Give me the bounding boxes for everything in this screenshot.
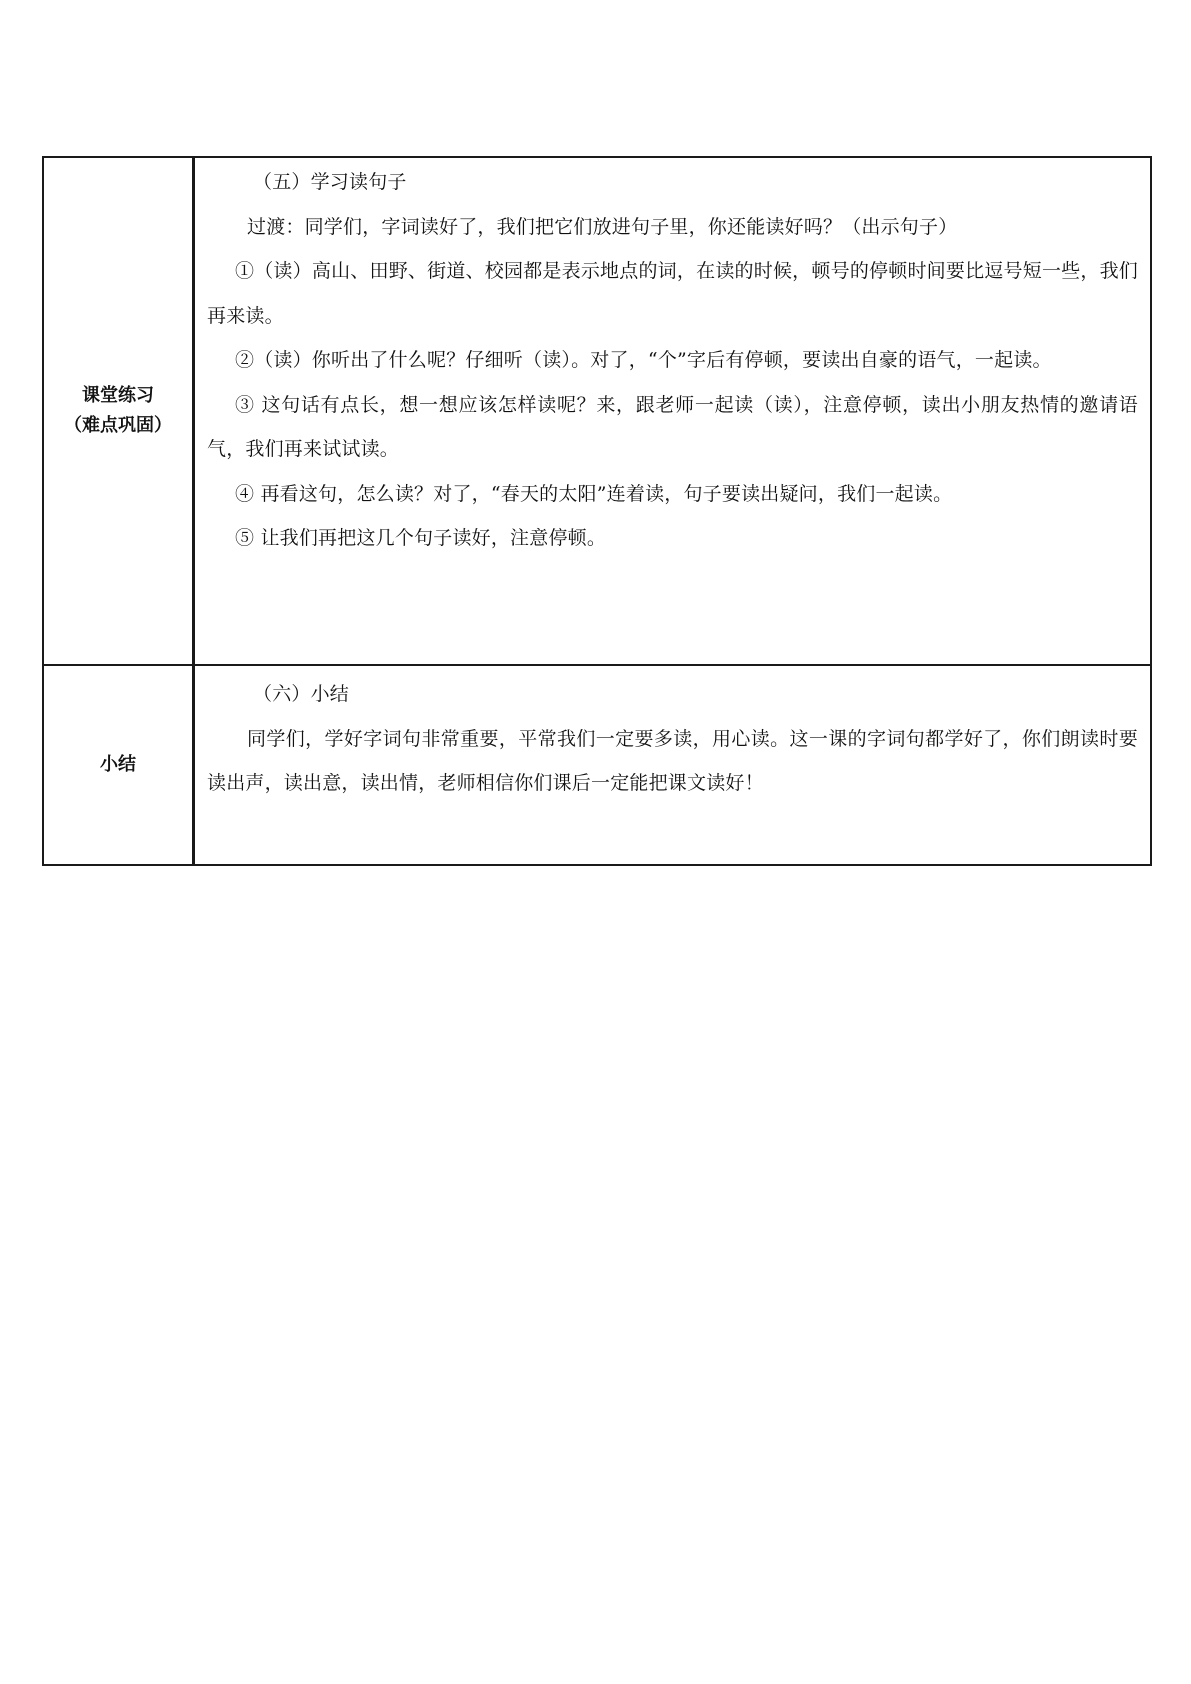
paragraph: ④ 再看这句，怎么读？对了，“春天的太阳”连着读，句子要读出疑问，我们一起读。 xyxy=(235,482,953,505)
row-content-summary xyxy=(194,665,1152,865)
paragraph: ①（读）高山、田野、街道、校园都是表示地点的词，在读的时候，顿号的停顿时间要比逗号短一些，我们再来读。 xyxy=(207,260,1138,327)
lesson-plan-table xyxy=(42,156,1152,866)
table-row xyxy=(43,665,1151,865)
section-heading: （五）学习读句子 xyxy=(253,171,407,193)
row-label-line: 课堂练习 xyxy=(82,385,154,406)
row-content-practice xyxy=(194,157,1152,665)
paragraph: ⑤ 让我们再把这几个句子读好，注意停顿。 xyxy=(235,527,607,549)
paragraph: ③ 这句话有点长，想一想应该怎样读呢？来，跟老师一起读（读），注意停顿，读出小朋友热情的邀请语气，我们再来试试读。 xyxy=(207,393,1138,460)
paragraph: ②（读）你听出了什么呢？仔细听（读）。对了，“个”字后有停顿，要读出自豪的语气，一起读。 xyxy=(235,349,1052,371)
row-label-summary: 小结 xyxy=(43,665,194,865)
paragraph: 同学们，学好字词句非常重要，平常我们一定要多读，用心读。这一课的字词句都学好了，你们朗读时要读出声，读出意，读出情，老师相信你们课后一定能把课文读好！ xyxy=(207,727,1138,794)
row-label-practice xyxy=(43,157,194,665)
table-row xyxy=(43,157,1151,665)
section-heading: （六）小结 xyxy=(253,683,350,705)
paragraph: 过渡：同学们，字词读好了，我们把它们放进句子里，你还能读好吗？（出示句子） xyxy=(247,215,958,238)
row-label-line: （难点巩固） xyxy=(64,415,172,436)
